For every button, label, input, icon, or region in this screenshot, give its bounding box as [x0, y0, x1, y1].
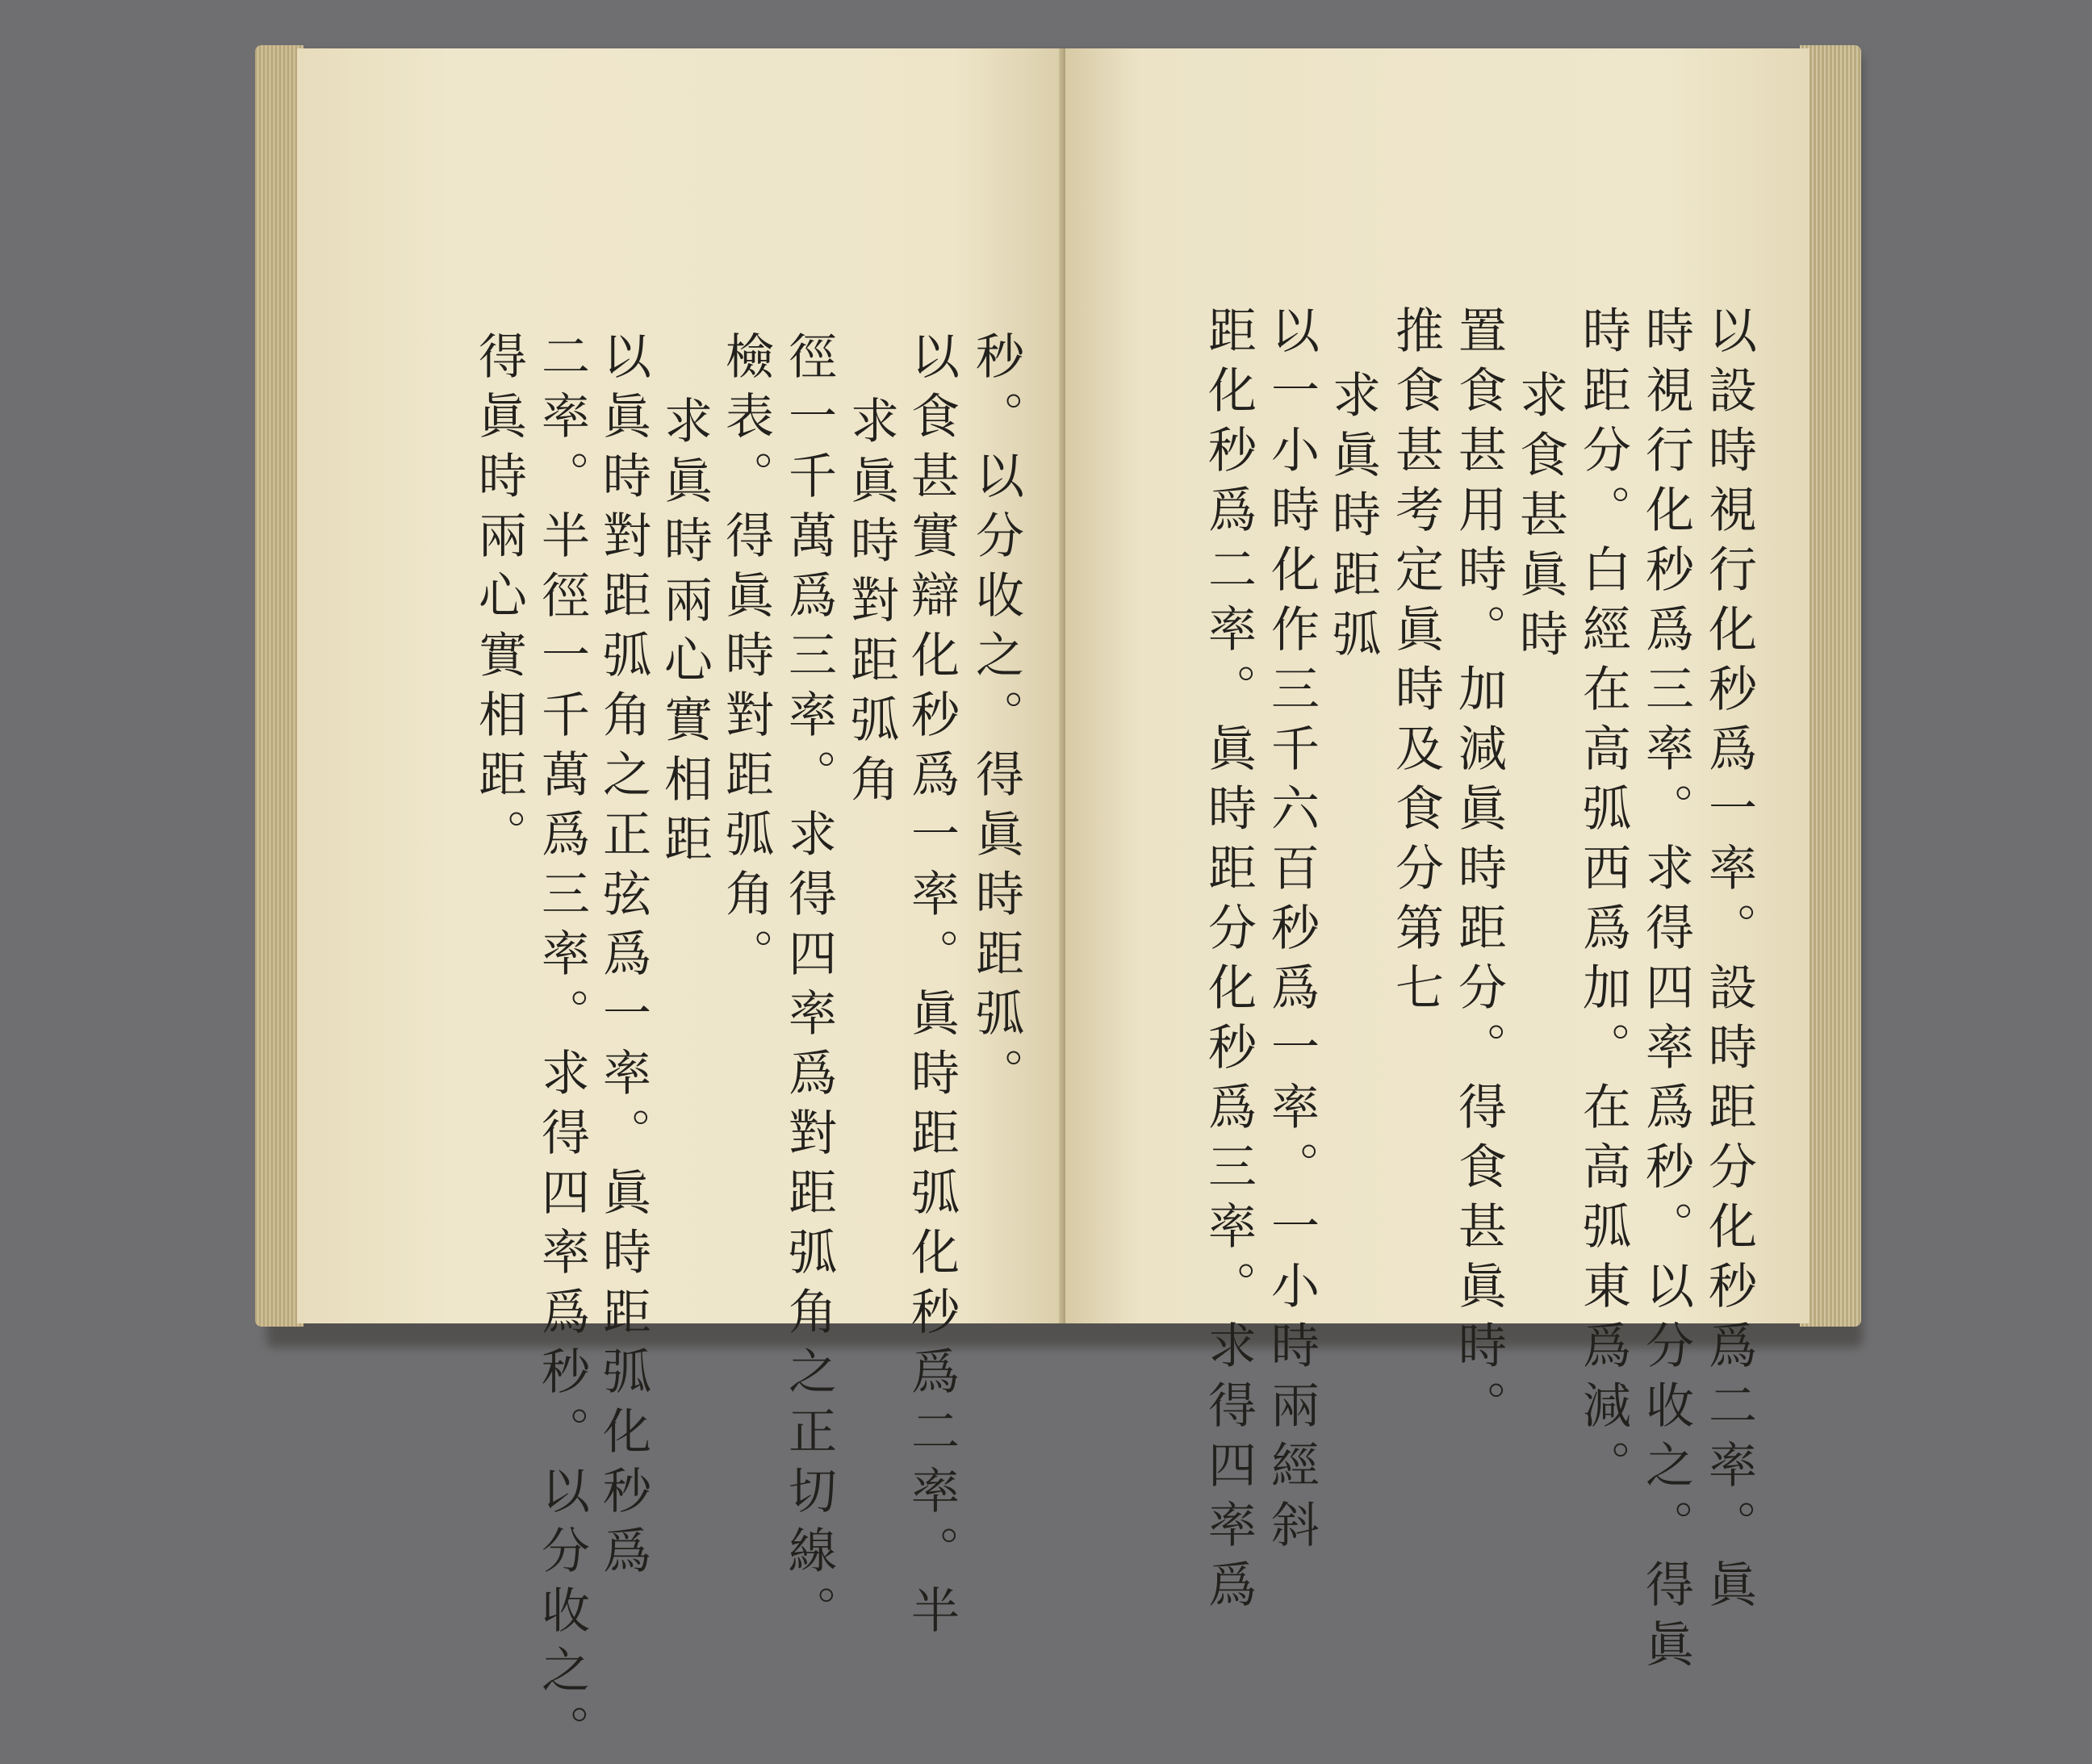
right-col-6: 推食甚考定眞時及食分第七 [1387, 305, 1444, 1022]
left-col-9: 得眞時兩心實相距。 [471, 331, 527, 868]
left-col-3: 求眞時對距弧角 [843, 395, 899, 813]
right-col-1: 以設時視行化秒爲一率。設時距分化秒爲二率。眞 [1701, 305, 1757, 1619]
left-col-6: 求眞時兩心實相距 [656, 395, 713, 873]
right-col-7: 求眞時距弧 [1324, 370, 1381, 668]
left-col-1: 秒。以分收之。得眞時距弧。 [968, 331, 1024, 1107]
left-col-8: 二率。半徑一千萬爲三率。求得四率爲秒。以分收之。 [533, 331, 590, 1764]
right-col-9: 距化秒爲二率。眞時距分化秒爲三率。求得四率爲 [1200, 305, 1257, 1619]
right-page [1065, 48, 1810, 1678]
left-page [297, 48, 1069, 1764]
left-col-2: 以食甚實辯化秒爲一率。眞時距弧化秒爲二率。半 [903, 331, 960, 1645]
left-page-edges [255, 45, 303, 1327]
open-book [255, 39, 1861, 1764]
right-col-5: 置食甚用時。加減眞時距分。得食甚眞時。 [1450, 305, 1507, 1440]
right-col-2: 時視行化秒爲三率。求得四率爲秒。以分收之。得眞 [1638, 305, 1694, 1678]
left-col-4: 徑一千萬爲三率。求得四率爲對距弧角之正切線。 [780, 331, 837, 1645]
right-col-4: 求食甚眞時 [1512, 370, 1568, 668]
right-col-8: 以一小時化作三千六百秒爲一率。一小時兩經斜 [1263, 305, 1320, 1559]
right-col-3: 時距分。白經在高弧西爲加。在高弧東爲減。 [1575, 305, 1631, 1499]
left-col-7: 以眞時對距弧角之正弦爲一率。眞時距弧化秒爲 [595, 331, 651, 1585]
left-col-5: 檢表。得眞時對距弧角。 [718, 331, 774, 988]
